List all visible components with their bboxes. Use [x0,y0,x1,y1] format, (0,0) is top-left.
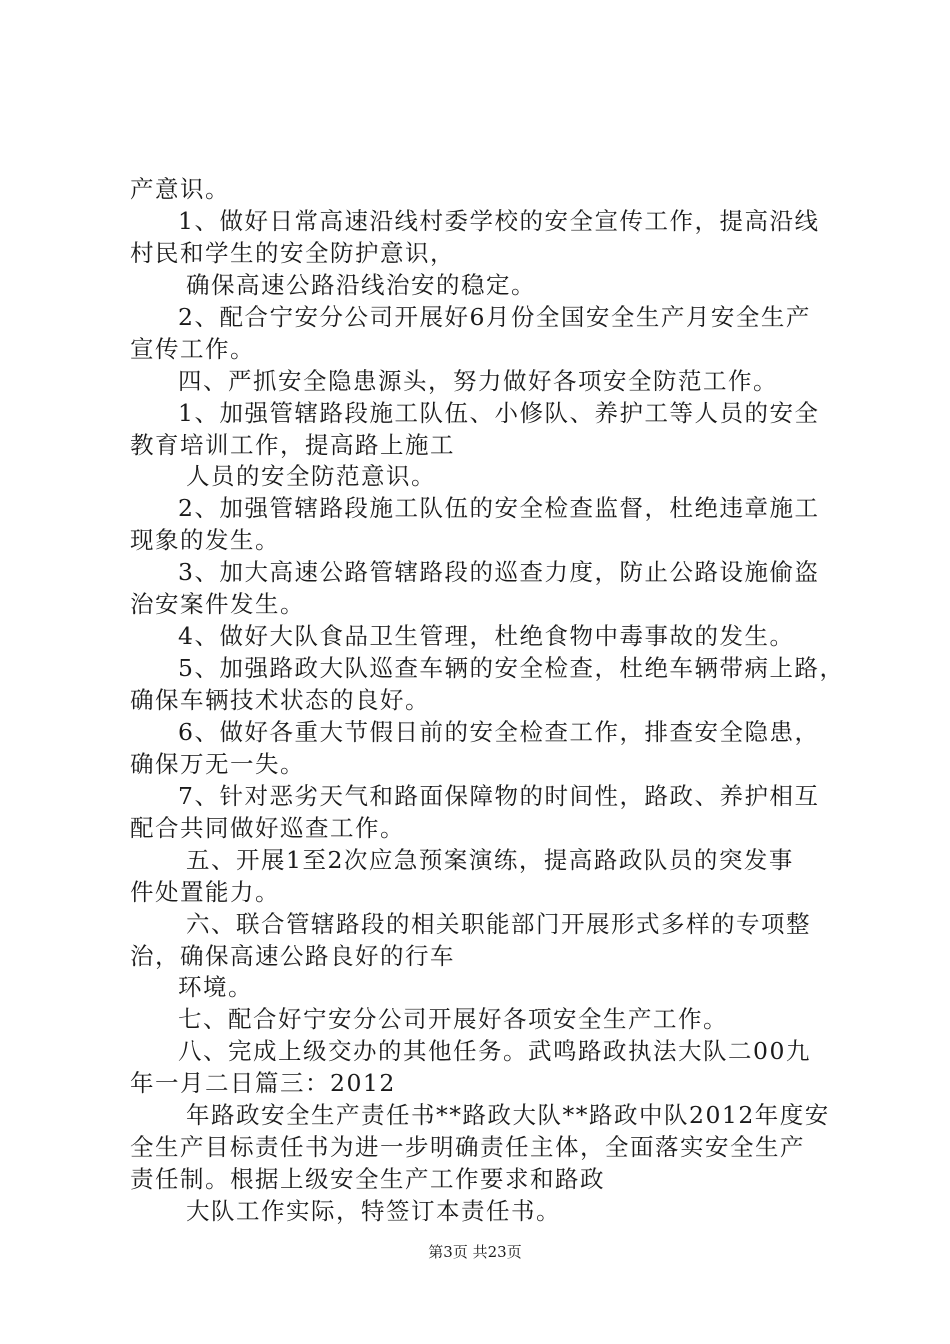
text-line: 确保车辆技术状态的良好。 [130,686,430,715]
text-line: 四、严抓安全隐患源头，努力做好各项安全防范工作。 [178,366,778,395]
text-line: 1、加强管辖路段施工队伍、小修队、养护工等人员的安全 [178,398,820,427]
text-line: 产意识。 [130,175,230,203]
text-line: 7、针对恶劣天气和路面保障物的时间性，路政、养护相互 [178,781,820,810]
text-line: 村民和学生的安全防护意识， [130,238,455,267]
text-line: 八、完成上级交办的其他任务。武鸣路政执法大队二00九 [178,1037,811,1066]
text-line: 1、做好日常高速沿线村委学校的安全宣传工作，提高沿线 [178,206,820,235]
text-line: 五、开展1至2次应急预案演练，提高路政队员的突发事 [186,845,794,874]
text-line: 责任制。根据上级安全生产工作要求和路政 [130,1165,605,1194]
text-line: 3、加大高速公路管辖路段的巡查力度，防止公路设施偷盗 [178,558,820,587]
text-line: 2、配合宁安分公司开展好6月份全国安全生产月安全生产 [178,302,811,331]
text-line: 配合共同做好巡查工作。 [130,813,405,842]
text-line: 年一月二日篇三：2012 [130,1069,396,1098]
text-line: 教育培训工作，提高路上施工 [130,430,455,459]
text-line: 现象的发生。 [130,526,280,555]
text-line: 治安案件发生。 [130,590,305,619]
text-line: 六、联合管辖路段的相关职能部门开展形式多样的专项整 [186,909,811,938]
text-line: 4、做好大队食品卫生管理，杜绝食物中毒事故的发生。 [178,622,795,651]
text-line: 七、配合好宁安分公司开展好各项安全生产工作。 [178,1005,728,1034]
text-line: 宣传工作。 [130,334,255,363]
text-line: 年路政安全生产责任书**路政大队**路政中队2012年度安 [186,1101,830,1130]
text-line: 人员的安全防范意识。 [186,462,436,491]
text-line: 治，确保高速公路良好的行车 [130,941,455,970]
page-footer: 第3页 共23页 [428,1243,522,1261]
text-line: 环境。 [178,973,253,1002]
text-line: 确保高速公路沿线治安的稳定。 [186,270,536,299]
text-line: 6、做好各重大节假日前的安全检查工作，排查安全隐患， [178,717,820,746]
text-line: 2、加强管辖路段施工队伍的安全检查监督，杜绝违章施工 [178,494,820,523]
text-line: 件处置能力。 [130,877,280,906]
text-line: 大队工作实际，特签订本责任书。 [186,1197,561,1226]
text-line: 5、加强路政大队巡查车辆的安全检查，杜绝车辆带病上路， [178,654,845,683]
text-line: 确保万无一失。 [130,749,305,778]
text-line: 全生产目标责任书为进一步明确责任主体，全面落实安全生产 [130,1133,805,1162]
